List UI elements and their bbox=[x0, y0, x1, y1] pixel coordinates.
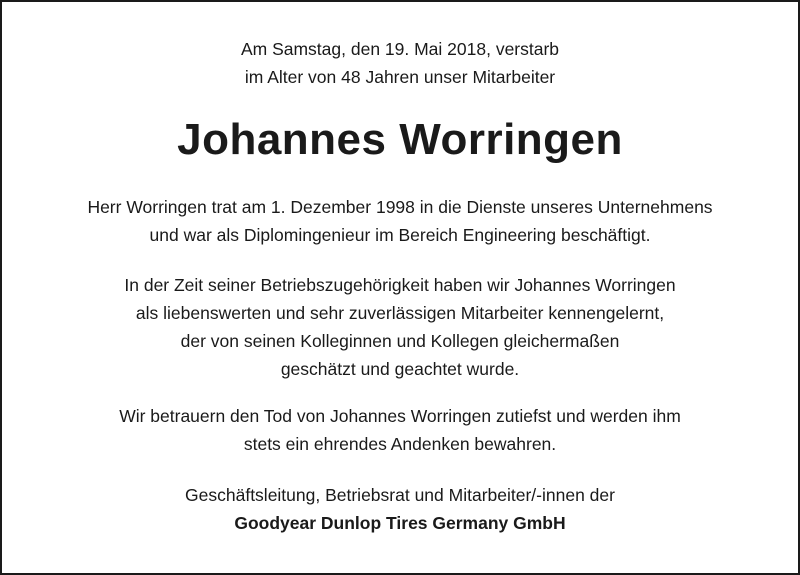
paragraph-line: stets ein ehrendes Andenken bewahren. bbox=[243, 434, 557, 454]
paragraph-mourning bbox=[0, 402, 800, 458]
paragraph-line: Herr Worringen trat am 1. Dezember 1998 in die Dienste unseres Unternehmens bbox=[87, 197, 713, 217]
paragraph-line: als liebenswerten und sehr zuverlässigen Mitarbeiter kennengelernt, bbox=[135, 303, 665, 323]
paragraph-line: In der Zeit seiner Betriebszugehörigkeit haben wir Johannes Worringen bbox=[124, 275, 676, 295]
deceased-name: Johannes Worringen bbox=[177, 115, 623, 164]
intro-line-2: im Alter von 48 Jahren unser Mitarbeiter bbox=[244, 67, 556, 87]
intro-text bbox=[0, 35, 800, 91]
paragraph-tribute bbox=[0, 271, 800, 383]
paragraph-line: Wir betrauern den Tod von Johannes Worringen zutiefst und werden ihm bbox=[119, 406, 681, 426]
paragraph-line: der von seinen Kolleginnen und Kollegen gleichermaßen bbox=[180, 331, 620, 351]
paragraph-employment bbox=[0, 193, 800, 249]
intro-line-1: Am Samstag, den 19. Mai 2018, verstarb bbox=[240, 39, 560, 59]
company-name: Goodyear Dunlop Tires Germany GmbH bbox=[234, 513, 566, 533]
signature-line: Geschäftsleitung, Betriebsrat und Mitarbeiter/-innen der bbox=[185, 485, 615, 505]
paragraph-line: und war als Diplomingenieur im Bereich Engineering beschäftigt. bbox=[149, 225, 651, 245]
paragraph-line: geschätzt und geachtet wurde. bbox=[280, 359, 520, 379]
signature-block bbox=[0, 481, 800, 537]
